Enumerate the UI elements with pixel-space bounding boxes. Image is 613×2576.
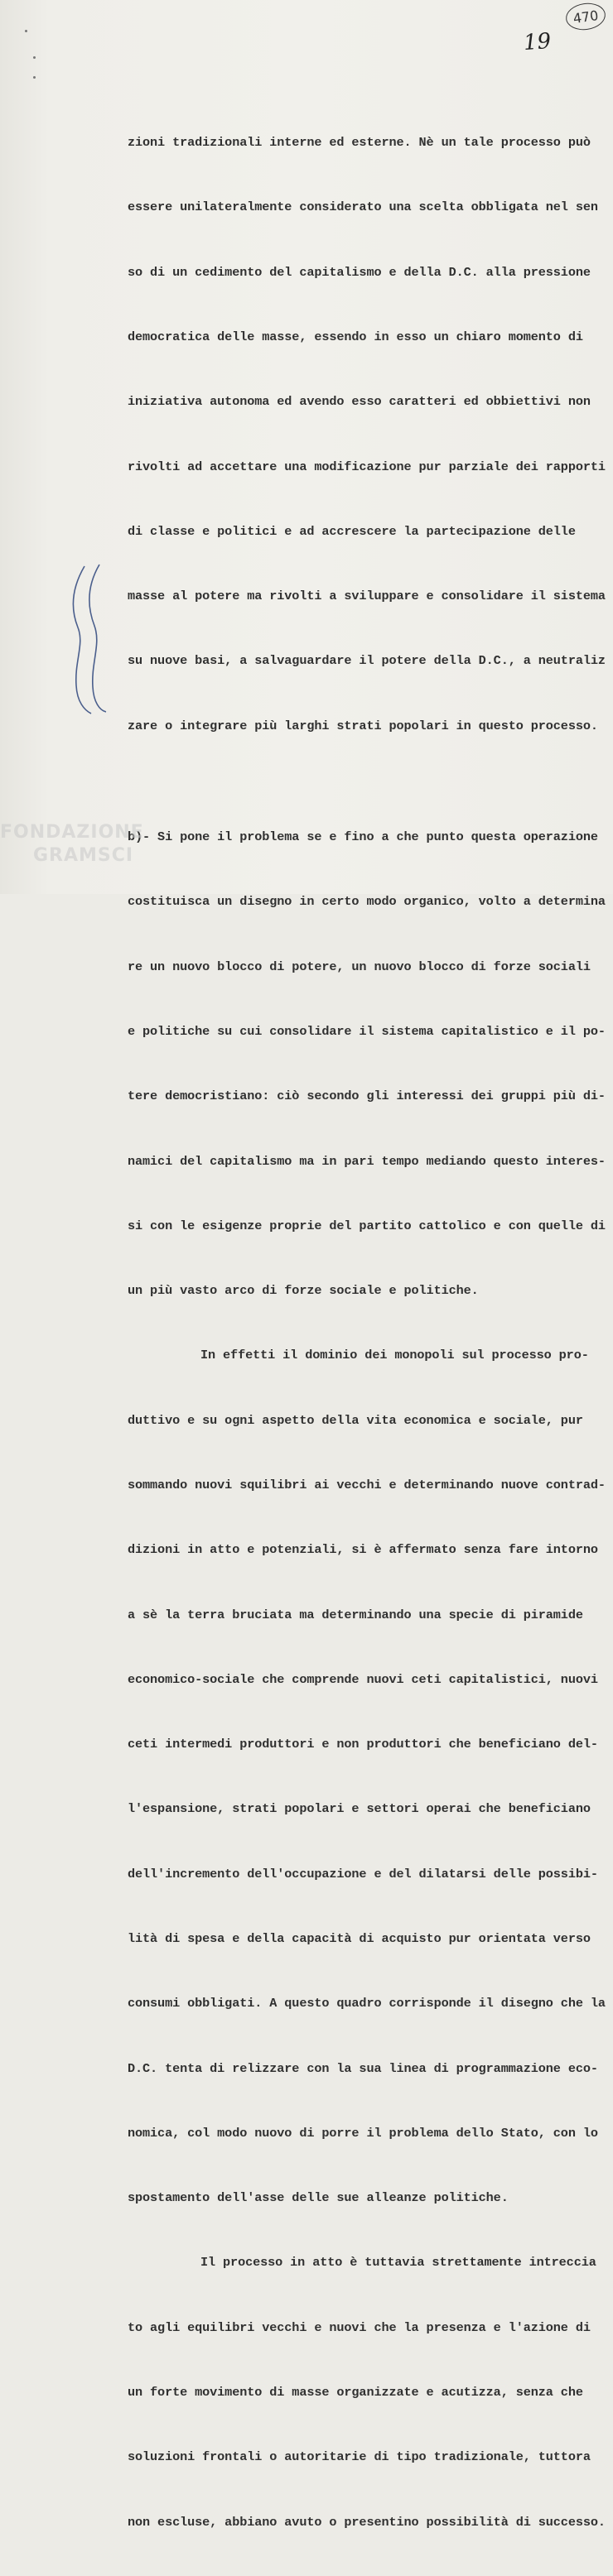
text-line: a sè la terra bruciata ma determinando una specie di piramide: [128, 1607, 583, 1622]
text-line: costituisca un disegno in certo modo organico, volto a determina: [128, 894, 606, 910]
text-line: si con le esigenze proprie del partito cattolico e con quelle di: [128, 1218, 606, 1233]
text-line: masse al potere ma rivolti a sviluppare e consolidare il sistema: [128, 589, 606, 604]
text-line: democratica delle masse, essendo in esso un chiaro momento di: [128, 329, 583, 345]
text-line: non escluse, abbiano avuto o presentino possibilità di successo.: [128, 2514, 606, 2530]
text-line: ceti intermedi produttori e non produttori che beneficiano del-: [128, 1737, 598, 1752]
text-line: b)- Si pone il problema se e fino a che punto questa operazione: [128, 829, 598, 845]
text-line: dizioni in atto e potenziali, si è affermato senza fare intorno: [128, 1542, 598, 1558]
text-line: In effetti il dominio dei monopoli sul processo pro-: [200, 1348, 589, 1363]
text-line: sommando nuovi squilibri ai vecchi e determinando nuove contrad-: [128, 1478, 606, 1492]
text-line: e politiche su cui consolidare il sistema capitalistico e il po-: [128, 1024, 606, 1040]
text-line: rivolti ad accettare una modificazione pur parziale dei rapporti: [128, 459, 606, 474]
watermark-line: GRAMSCI: [33, 845, 134, 866]
typed-text: [128, 89, 608, 2576]
text-line: un più vasto arco di forze sociale e politiche.: [128, 1283, 479, 1299]
speck: [33, 76, 36, 79]
text-line: di classe e politici e ad accrescere la partecipazione delle: [128, 523, 576, 539]
watermark-line: FONDAZIONE: [0, 822, 144, 843]
text-line: economico-sociale che comprende nuovi ceti capitalistici, nuovi: [128, 1671, 598, 1687]
text-line: re un nuovo blocco di potere, un nuovo blocco di forze sociali: [128, 959, 591, 974]
text-line: spostamento dell'asse delle sue alleanze politiche.: [128, 2190, 509, 2206]
page-number: 19: [522, 28, 553, 56]
archive-stamp: 470: [564, 1, 607, 32]
margin-bracket-mark: [66, 561, 116, 718]
text-line: zioni tradizionali interne ed esterne. Nè un tale processo può: [128, 135, 591, 151]
speck: [33, 56, 36, 59]
text-line: so di un cedimento del capitalismo e della D.C. alla pressione: [128, 264, 591, 280]
text-line: dell'incremento dell'occupazione e del dilatarsi delle possibi-: [128, 1866, 598, 1882]
text-line: duttivo e su ogni aspetto della vita economica e sociale, pur: [128, 1412, 583, 1428]
text-line: Il processo in atto è tuttavia strettamente intreccia: [200, 2255, 596, 2271]
text-line: zare o integrare più larghi strati popolari in questo processo.: [128, 718, 598, 733]
text-line: lità di spesa e della capacità di acquisto pur orientata verso: [128, 1930, 591, 1946]
text-line: namici del capitalismo ma in pari tempo mediando questo interes-: [128, 1153, 606, 1169]
text-line: iniziativa autonoma ed avendo esso caratteri ed obbiettivi non: [128, 394, 591, 410]
text-line: to agli equilibri vecchi e nuovi che la presenza e l'azione di: [128, 2319, 591, 2335]
text-line: tere democristiano: ciò secondo gli interessi dei gruppi più di-: [128, 1089, 606, 1104]
speck: [25, 30, 27, 32]
text-line: D.C. tenta di relizzare con la sua linea di programmazione eco-: [128, 2060, 598, 2076]
text-line: consumi obbligati. A questo quadro corrisponde il disegno che la: [128, 1996, 606, 2011]
watermark: [0, 821, 144, 867]
text-line: nomica, col modo nuovo di porre il problema dello Stato, con lo: [128, 2125, 598, 2141]
text-line: su nuove basi, a salvaguardare il potere della D.C., a neutraliz: [128, 653, 606, 669]
text-line: l'espansione, strati popolari e settori operai che beneficiano: [128, 1801, 591, 1817]
text-line: un forte movimento di masse organizzate e acutizza, senza che: [128, 2384, 583, 2400]
text-line: essere unilateralmente considerato una scelta obbligata nel sen: [128, 199, 598, 215]
text-line: soluzioni frontali o autoritarie di tipo tradizionale, tuttora: [128, 2449, 591, 2465]
